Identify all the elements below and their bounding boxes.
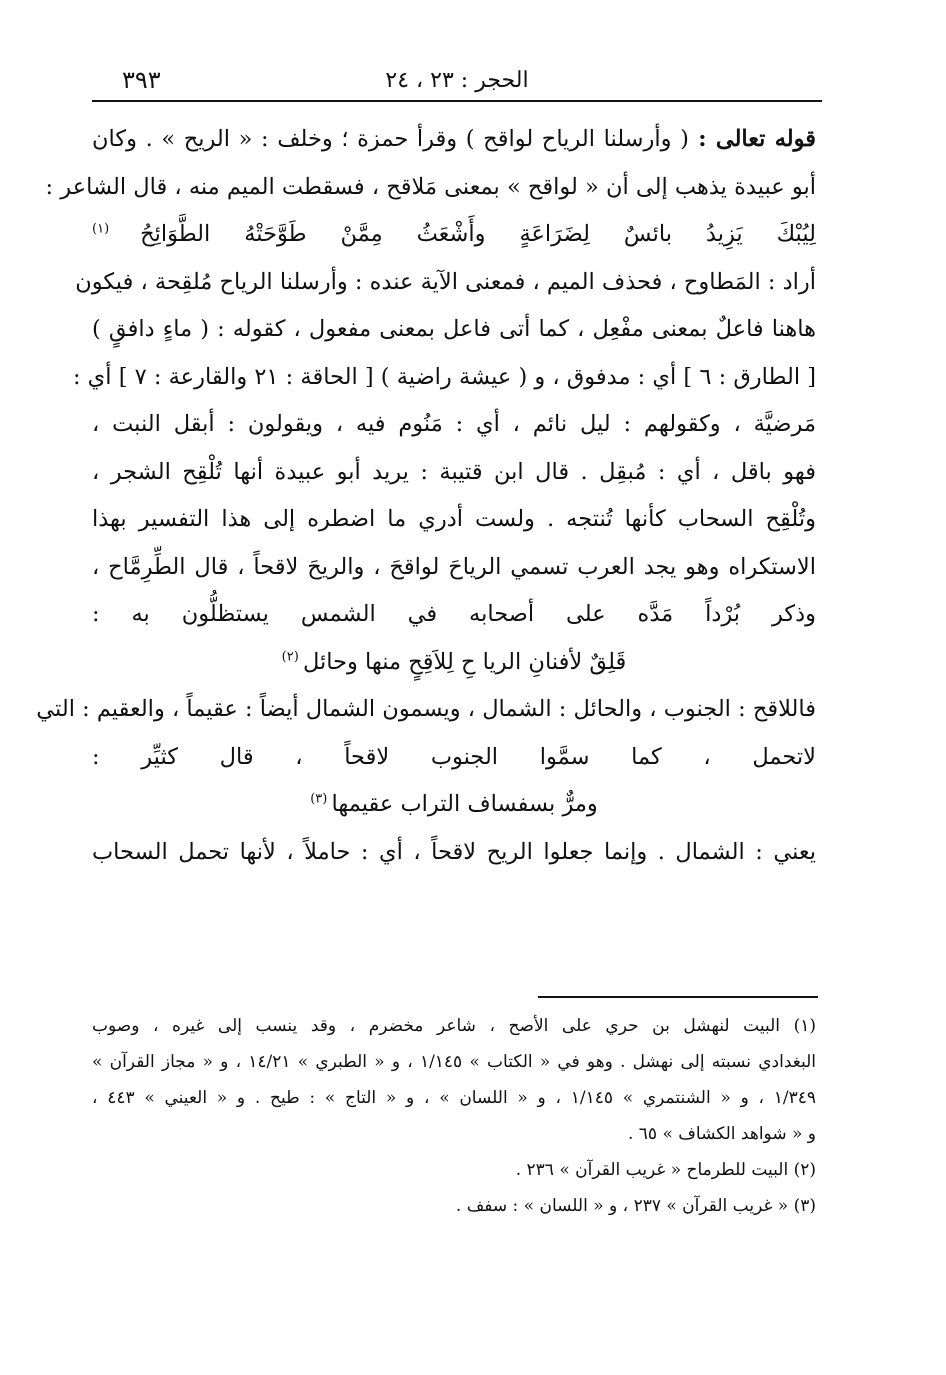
text-line	[92, 496, 816, 544]
text-line	[92, 306, 816, 354]
line-text: وذكر بُرْداً مَدَّه على أصحابه في الشمس يستظلُّون به :	[92, 601, 816, 627]
line-text: [ الطارق : ٦ ] أي : مدفوق ، و ( عيشة راضية ) [ الحاقة : ٢١ والقارعة : ٧ ] أي :	[72, 363, 816, 390]
footnote-line: (١) البيت لنهشل بن حري على الأصح ، شاعر مخضرم ، وقد ينسب إلى غيره ، وصوب	[92, 1016, 816, 1036]
line-text: ( وأرسلنا الرياح لواقح ) وقرأ حمزة ؛ وخلف : « الريح » . وكان	[92, 126, 689, 152]
text-line	[92, 211, 816, 259]
text-line	[45, 164, 816, 212]
line-text: أبو عبيدة يذهب إلى أن « لواقح » بمعنى مَلاقح ، فسقطت الميم منه ، قال الشاعر :	[45, 173, 816, 200]
page-number: ٣٩٣	[122, 66, 161, 94]
text-line	[92, 116, 816, 164]
footnote-marker: (١)	[92, 221, 141, 237]
line-text: يعني : الشمال . وإنما جعلوا الريح لاقحاً ، أي : حاملاً ، لأنها تحمل السحاب	[92, 838, 816, 865]
footnote-marker: (٢)	[281, 649, 303, 664]
chapter-title: الحجر : ٢٣ ، ٢٤	[385, 68, 529, 93]
main-text	[36, 116, 817, 876]
verse-line	[92, 639, 816, 687]
line-text: وتُلْقِح السحاب كأنها تُنتجه . ولست أدري ما اضطره إلى هذا التفسير بهذا	[92, 506, 816, 532]
text-line	[92, 734, 816, 782]
text-line	[75, 259, 816, 307]
footnote-line: (٢) البيت للطرماح « غريب القرآن » ٢٣٦ .	[515, 1160, 816, 1180]
text-line	[92, 829, 816, 877]
line-text: الاستكراه وهو يجد العرب تسمي الرياحَ لواقحَ ، والريحَ لاقحاً ، قال الطِّرِمَّاح ،	[92, 553, 816, 580]
text-line	[36, 686, 816, 734]
text-line	[92, 544, 816, 592]
footnote-rule	[538, 996, 818, 998]
text-line	[92, 401, 816, 449]
line-text: قَلِقٌ لأفنانِ الريا حِ لِلاَقِحٍ منها وحائل	[302, 648, 627, 675]
footnote-line: البغدادي نسبته إلى نهشل . وهو في « الكتاب » ١/١٤٥ ، و « الطبري » ١٤/٢١ ، و « مجاز القرآن »	[92, 1052, 817, 1072]
footnote-line: و « شواهد الكشاف » ٦٥ .	[627, 1124, 816, 1144]
line-text: هاهنا فاعلٌ بمعنى مفْعِل ، كما أتى فاعل بمعنى مفعول ، كقوله : ( ماءٍ دافقٍ )	[92, 316, 816, 342]
line-text: أراد : المَطاوح ، فحذف الميم ، فمعنى الآية عنده : وأرسلنا الرياح مُلقِحة ، فيكون	[75, 268, 816, 295]
line-text: مَرضيَّة ، وكقولهم : ليل نائم ، أي : مَنُوم فيه ، ويقولون : أبقل النبت ،	[92, 411, 816, 437]
footnote-marker: (٣)	[310, 791, 332, 807]
text-line	[72, 354, 816, 402]
line-text: فهو باقل ، أي : مُبقِل . قال ابن قتيبة : يريد أبو عبيدة أنها تُلْقِح الشجر ،	[92, 458, 816, 485]
line-text: ومرٌّ بسفساف التراب عقيمها	[331, 791, 598, 817]
line-text: لِيُبْكَ يَزِيدُ بائسٌ لِضَرَاعَةٍ وأَشْعَثُ مِمَّنْ طَوَّحَتْهُ الطَّوَائِحُ	[140, 221, 816, 247]
page-header	[92, 62, 822, 102]
footnote-line: (٣) « غريب القرآن » ٢٣٧ ، و « اللسان » : سفف .	[455, 1196, 816, 1216]
text-line	[92, 449, 816, 497]
line-text: فاللاقح : الجنوب ، والحائل : الشمال ، ويسمون الشمال أيضاً : عقيماً ، والعقيم : التي	[36, 696, 816, 722]
verse-line	[92, 781, 816, 829]
footnote-line: ١/٣٤٩ ، و « الشنتمري » ١/١٤٥ ، و « اللسان » ، و « التاج » : طيح . و « العيني » ٤٤٣ ،	[92, 1088, 817, 1108]
lead-phrase: قوله تعالى :	[688, 126, 817, 152]
text-line	[92, 591, 816, 639]
line-text: لاتحمل ، كما سمَّوا الجنوب لاقحاً ، قال كثيِّر :	[92, 743, 816, 770]
footnotes	[92, 1008, 816, 1224]
